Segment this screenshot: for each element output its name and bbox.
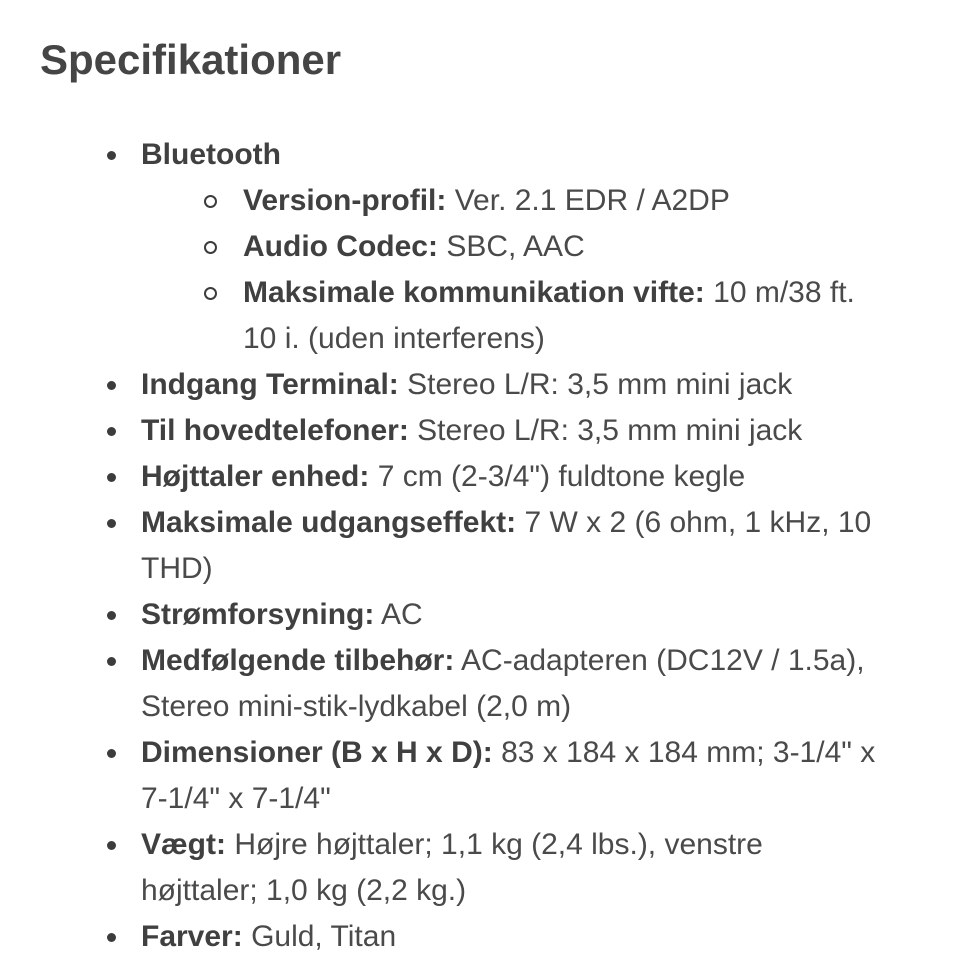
bluetooth-sub-list xyxy=(141,178,884,362)
spec-item-dimensions xyxy=(40,730,920,822)
spec-label: Højttaler enhed: xyxy=(141,460,370,493)
spec-list xyxy=(40,132,920,960)
spec-value: AC xyxy=(381,598,423,631)
circle-bullet-icon xyxy=(204,287,217,300)
bullet-icon xyxy=(107,841,116,850)
spec-label: Dimensioner (B x H x D): xyxy=(141,736,493,769)
bullet-icon xyxy=(107,151,116,160)
spec-item-headphones xyxy=(40,408,920,454)
bullet-icon xyxy=(107,657,116,666)
sub-item-audio-codec xyxy=(141,224,884,270)
spec-value: Højre højttaler; 1,1 kg (2,4 lbs.), venstre højttaler; 1,0 kg (2,2 kg.) xyxy=(141,828,763,907)
spec-item-colors xyxy=(40,914,920,960)
bullet-icon xyxy=(107,933,116,942)
bullet-icon xyxy=(107,749,116,758)
sub-item-max-range xyxy=(141,270,884,362)
sub-item-version-profile xyxy=(141,178,884,224)
spec-item-speaker-unit xyxy=(40,454,920,500)
spec-label: Maksimale udgangseffekt: xyxy=(141,506,517,539)
spec-value: Guld, Titan xyxy=(251,920,397,953)
spec-label: Indgang Terminal: xyxy=(141,368,399,401)
spec-value: 10 m/38 ft. 10 i. (uden interferens) xyxy=(243,276,855,355)
spec-label: Bluetooth xyxy=(141,138,281,171)
circle-bullet-icon xyxy=(204,241,217,254)
spec-value: 7 W x 2 (6 ohm, 1 kHz, 10 THD) xyxy=(141,506,872,585)
spec-label: Farver: xyxy=(141,920,243,953)
spec-item-accessories xyxy=(40,638,920,730)
spec-label: Audio Codec: xyxy=(243,230,438,263)
bullet-icon xyxy=(107,611,116,620)
bullet-icon xyxy=(107,381,116,390)
bullet-icon xyxy=(107,427,116,436)
spec-value: Stereo L/R: 3,5 mm mini jack xyxy=(407,368,793,401)
spec-value: 7 cm (2-3/4") fuldtone kegle xyxy=(377,460,746,493)
page-title: Specifikationer xyxy=(40,36,342,83)
spec-label: Til hovedtelefoner: xyxy=(141,414,409,447)
spec-value: 83 x 184 x 184 mm; 3-1/4" x 7-1/4" x 7-1/4" xyxy=(141,736,876,815)
spec-item-max-output xyxy=(40,500,920,592)
bullet-icon xyxy=(107,473,116,482)
spec-label: Strømforsyning: xyxy=(141,598,375,631)
spec-label: Vægt: xyxy=(141,828,226,861)
spec-label: Maksimale kommunikation vifte: xyxy=(243,276,705,309)
spec-label: Medfølgende tilbehør: xyxy=(141,644,455,677)
bullet-icon xyxy=(107,519,116,528)
spec-value: SBC, AAC xyxy=(446,230,585,263)
spec-item-power-supply xyxy=(40,592,920,638)
spec-value: Stereo L/R: 3,5 mm mini jack xyxy=(417,414,803,447)
circle-bullet-icon xyxy=(204,195,217,208)
spec-item-weight xyxy=(40,822,920,914)
spec-label: Version-profil: xyxy=(243,184,447,217)
spec-value: AC-adapteren (DC12V / 1.5a), Stereo mini-stik-lydkabel (2,0 m) xyxy=(141,644,865,723)
spec-item-bluetooth xyxy=(40,132,920,362)
spec-value: Ver. 2.1 EDR / A2DP xyxy=(454,184,730,217)
spec-item-input-terminal xyxy=(40,362,920,408)
